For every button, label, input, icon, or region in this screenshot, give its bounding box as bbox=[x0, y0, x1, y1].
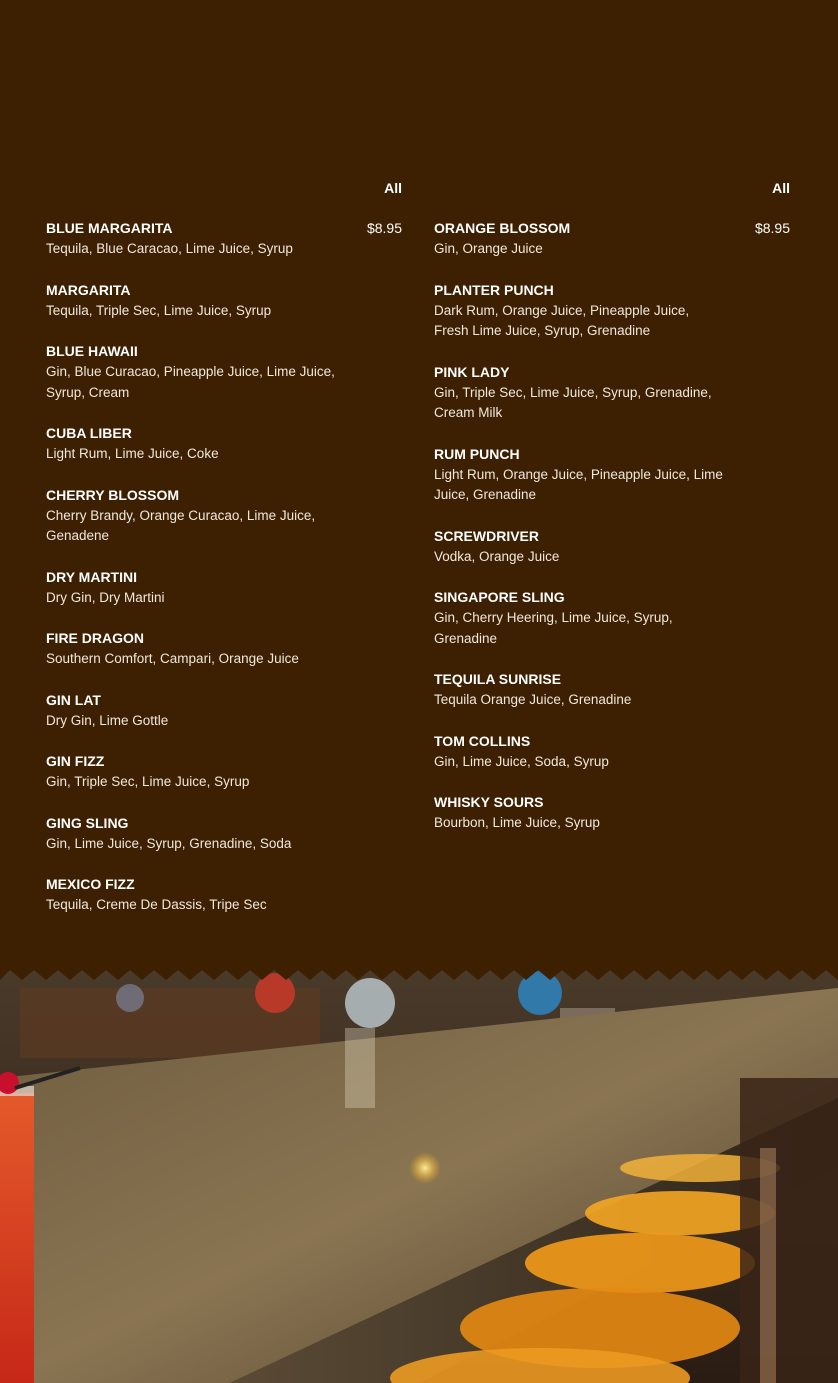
drink-name: FIRE DRAGON bbox=[46, 630, 144, 646]
drink-ingredients: Dry Gin, Dry Martini bbox=[46, 589, 165, 605]
menu-item-header bbox=[46, 218, 402, 239]
menu-item bbox=[434, 444, 790, 506]
menu-item bbox=[46, 218, 402, 260]
menu-column-right bbox=[434, 178, 790, 936]
drink-name: CUBA LIBER bbox=[46, 425, 132, 441]
menu-item bbox=[434, 280, 790, 342]
menu-item-header bbox=[46, 751, 402, 772]
drink-ingredients: Tequila, Blue Caracao, Lime Juice, Syrup bbox=[46, 241, 293, 256]
drink-price: $8.95 bbox=[754, 220, 790, 236]
menu-item-header bbox=[46, 567, 402, 588]
bar-counter-photo bbox=[0, 968, 838, 1383]
drink-name: BLUE HAWAII bbox=[46, 343, 138, 359]
drink-ingredients: Tequila, Triple Sec, Lime Juice, Syrup bbox=[46, 302, 272, 318]
drink-ingredients: Vodka, Orange Juice bbox=[434, 548, 560, 564]
drink-ingredients: Bourbon, Lime Juice, Syrup bbox=[434, 815, 600, 830]
menu-item-header bbox=[434, 526, 790, 547]
menu-item-header bbox=[46, 874, 402, 895]
drink-name: SINGAPORE SLING bbox=[434, 589, 565, 605]
menu-item bbox=[46, 813, 402, 855]
menu-item-header bbox=[434, 587, 790, 608]
drink-name: GIN FIZZ bbox=[46, 753, 105, 769]
drink-name: TEQUILA SUNRISE bbox=[434, 671, 562, 687]
menu-item bbox=[46, 690, 402, 732]
drink-ingredients: Gin, Lime Juice, Syrup, Grenadine, Soda bbox=[46, 835, 292, 851]
drink-name: DRY MARTINI bbox=[46, 568, 137, 585]
drink-name: ORANGE BLOSSOM bbox=[434, 220, 571, 236]
drink-name: MEXICO FIZZ bbox=[46, 876, 135, 892]
drink-ingredients: Dry Gin, Lime Gottle bbox=[46, 712, 169, 728]
drink-ingredients: Light Rum, Lime Juice, Coke bbox=[46, 446, 219, 461]
column-header: All bbox=[772, 180, 790, 196]
drink-name: CHERRY BLOSSOM bbox=[46, 486, 180, 503]
menu-item bbox=[434, 526, 790, 568]
drink-ingredients: Cherry Brandy, Orange Curacao, Lime Juice, Genadene bbox=[46, 507, 316, 543]
drink-ingredients: Gin, Lime Juice, Soda, Syrup bbox=[434, 753, 609, 769]
drink-ingredients: Gin, Orange Juice bbox=[434, 241, 543, 256]
menu-item-header bbox=[434, 731, 790, 752]
menu-item bbox=[46, 751, 402, 793]
drink-name: MARGARITA bbox=[46, 281, 131, 298]
menu-item-header bbox=[434, 218, 790, 239]
menu-item-header bbox=[434, 362, 790, 383]
drink-ingredients: Gin, Triple Sec, Lime Juice, Syrup bbox=[46, 774, 250, 789]
drink-name: BLUE MARGARITA bbox=[46, 220, 173, 236]
drink-ingredients: Tequila, Creme De Dassis, Tripe Sec bbox=[46, 897, 267, 912]
menu-item-header bbox=[46, 628, 402, 649]
drink-ingredients: Tequila Orange Juice, Grenadine bbox=[434, 692, 632, 707]
menu-item bbox=[46, 628, 402, 670]
menu-item bbox=[46, 567, 402, 609]
drink-name: TOM COLLINS bbox=[434, 732, 531, 749]
menu-item bbox=[46, 280, 402, 322]
menu-item-header bbox=[434, 669, 790, 690]
menu-item bbox=[434, 792, 790, 834]
menu-item-header bbox=[46, 341, 402, 362]
menu-item bbox=[434, 587, 790, 649]
menu-item bbox=[46, 423, 402, 465]
drink-ingredients: Gin, Triple Sec, Lime Juice, Syrup, Grenadine, Cream Milk bbox=[434, 384, 712, 420]
menu-item-header bbox=[434, 444, 790, 465]
menu bbox=[46, 178, 790, 936]
menu-item bbox=[46, 874, 402, 916]
menu-item-header bbox=[46, 423, 402, 444]
menu-item bbox=[46, 485, 402, 547]
drink-ingredients: Southern Comfort, Campari, Orange Juice bbox=[46, 651, 299, 666]
menu-item bbox=[434, 218, 790, 260]
menu-item-header bbox=[434, 280, 790, 301]
drink-name: PLANTER PUNCH bbox=[434, 281, 554, 298]
drink-name: PINK LADY bbox=[434, 363, 510, 380]
drink-name: GING SLING bbox=[46, 814, 129, 831]
menu-item-header bbox=[46, 280, 402, 301]
menu-item-header bbox=[46, 485, 402, 506]
drink-name: WHISKY SOURS bbox=[434, 794, 544, 810]
menu-item-header bbox=[46, 813, 402, 834]
drink-ingredients: Gin, Cherry Heering, Lime Juice, Syrup, Grenadine bbox=[434, 610, 673, 646]
column-header: All bbox=[384, 180, 402, 196]
drink-name: SCREWDRIVER bbox=[434, 527, 540, 544]
drink-name: GIN LAT bbox=[46, 691, 101, 708]
drink-ingredients: Dark Rum, Orange Juice, Pineapple Juice, Fresh Lime Juice, Syrup, Grenadine bbox=[434, 302, 690, 338]
menu-item bbox=[434, 731, 790, 773]
menu-item-header bbox=[434, 792, 790, 813]
menu-column-left bbox=[46, 178, 402, 936]
drink-ingredients: Light Rum, Orange Juice, Pineapple Juice, Lime Juice, Grenadine bbox=[434, 466, 723, 502]
menu-item bbox=[46, 341, 402, 403]
menu-item bbox=[434, 669, 790, 711]
menu-item bbox=[434, 362, 790, 424]
menu-item-header bbox=[46, 690, 402, 711]
drink-name: RUM PUNCH bbox=[434, 445, 520, 462]
drink-price: $8.95 bbox=[366, 220, 402, 236]
drink-ingredients: Gin, Blue Curacao, Pineapple Juice, Lime Juice, Syrup, Cream bbox=[46, 364, 335, 400]
